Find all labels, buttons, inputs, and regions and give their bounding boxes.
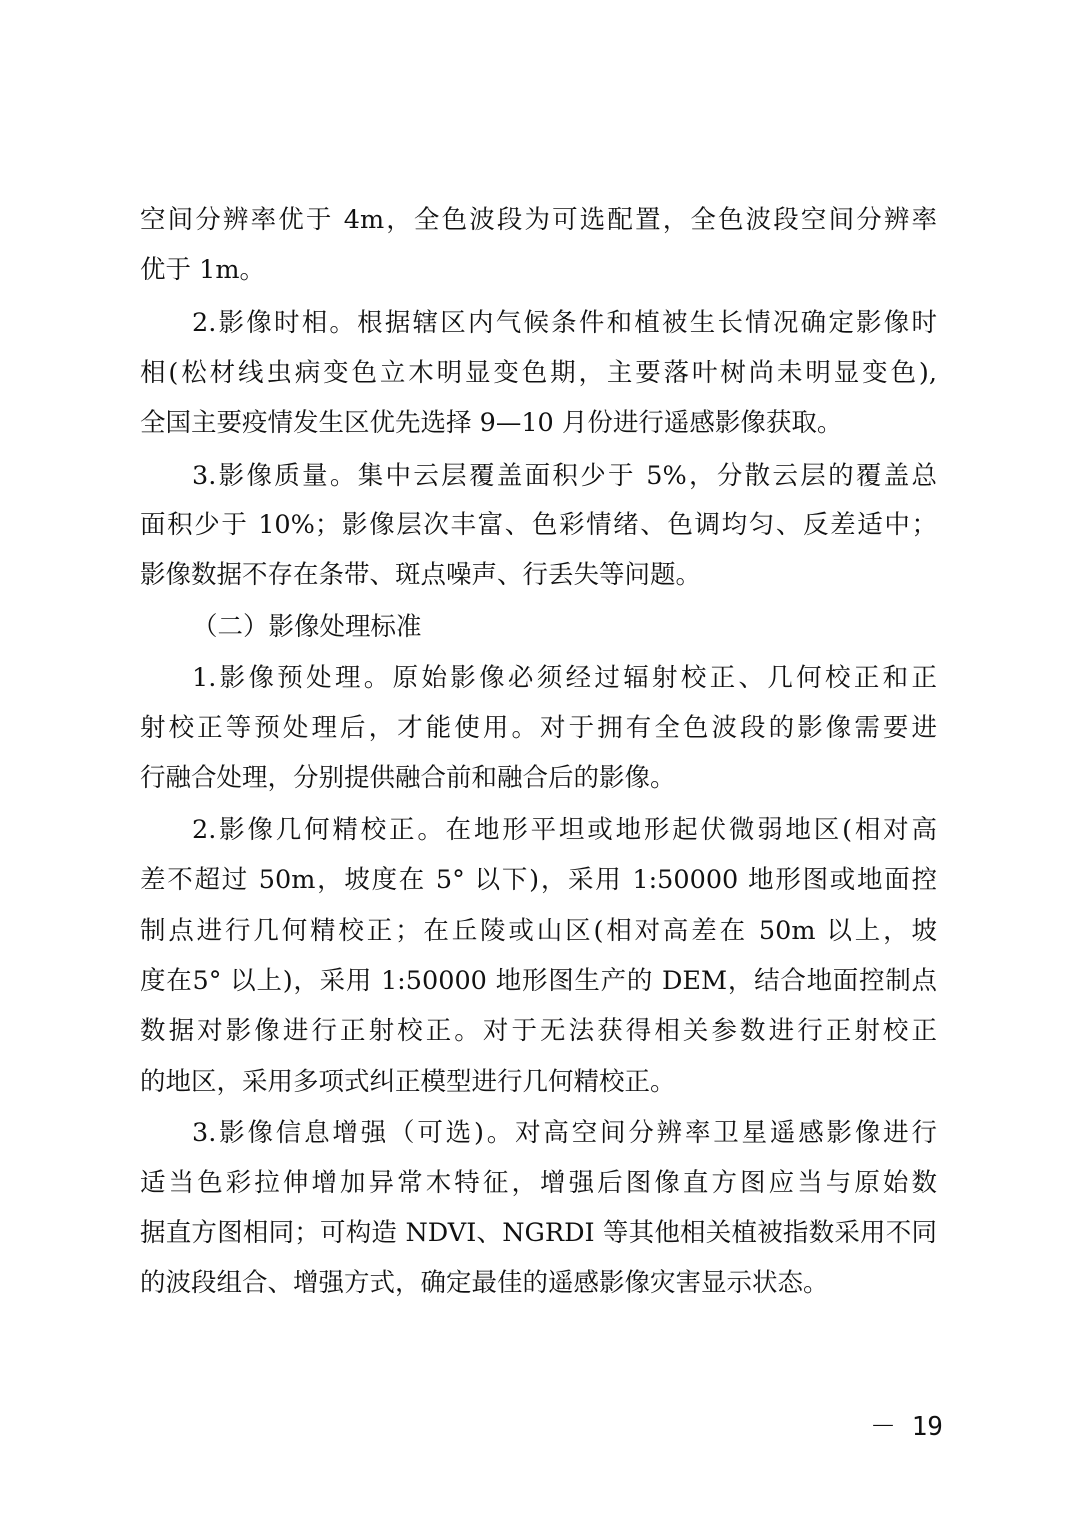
text-line: 3.影像质量。集中云层覆盖面积少于 5%，分散云层的覆盖总 xyxy=(192,461,937,491)
text-line: 数据对影像进行正射校正。对于无法获得相关参数进行正射校正 xyxy=(140,1016,937,1046)
text-line: 据直方图相同；可构造 NDVI、NGRDI 等其他相关植被指数采用不同 xyxy=(140,1218,937,1248)
text-line: 2.影像时相。根据辖区内气候条件和植被生长情况确定影像时 xyxy=(192,308,937,338)
text-line: 差不超过 50m，坡度在 5° 以下)，采用 1:50000 地形图或地面控 xyxy=(140,865,937,895)
text-line: 的地区，采用多项式纠正模型进行几何精校正。 xyxy=(140,1067,676,1097)
text-line: 影像数据不存在条带、斑点噪声、行丢失等问题。 xyxy=(140,560,702,590)
text-line: 1.影像预处理。原始影像必须经过辐射校正、几何校正和正 xyxy=(192,663,937,693)
section-heading: （二）影像处理标准 xyxy=(192,612,422,642)
text-line: 制点进行几何精校正；在丘陵或山区(相对高差在 50m 以上，坡 xyxy=(140,916,937,946)
text-line: 空间分辨率优于 4m，全色波段为可选配置，全色波段空间分辨率 xyxy=(140,205,937,235)
text-line: 度在5° 以上)，采用 1:50000 地形图生产的 DEM，结合地面控制点 xyxy=(140,966,937,996)
text-line: 面积少于 10%；影像层次丰富、色彩情绪、色调均匀、反差适中； xyxy=(140,510,937,540)
text-line: 相(松材线虫病变色立木明显变色期，主要落叶树尚未明显变色), xyxy=(140,358,937,388)
text-line: 3.影像信息增强（可选)。对高空间分辨率卫星遥感影像进行 xyxy=(192,1118,937,1148)
text-line: 行融合处理，分别提供融合前和融合后的影像。 xyxy=(140,763,676,793)
page-number: － 19 xyxy=(870,1412,943,1442)
text-line: 射校正等预处理后，才能使用。对于拥有全色波段的影像需要进 xyxy=(140,713,937,743)
text-line: 全国主要疫情发生区优先选择 9—10 月份进行遥感影像获取。 xyxy=(140,408,843,438)
text-line: 适当色彩拉伸增加异常木特征，增强后图像直方图应当与原始数 xyxy=(140,1168,937,1198)
text-line: 的波段组合、增强方式，确定最佳的遥感影像灾害显示状态。 xyxy=(140,1268,829,1298)
text-line: 优于 1m。 xyxy=(140,255,266,285)
text-line: 2.影像几何精校正。在地形平坦或地形起伏微弱地区(相对高 xyxy=(192,815,937,845)
